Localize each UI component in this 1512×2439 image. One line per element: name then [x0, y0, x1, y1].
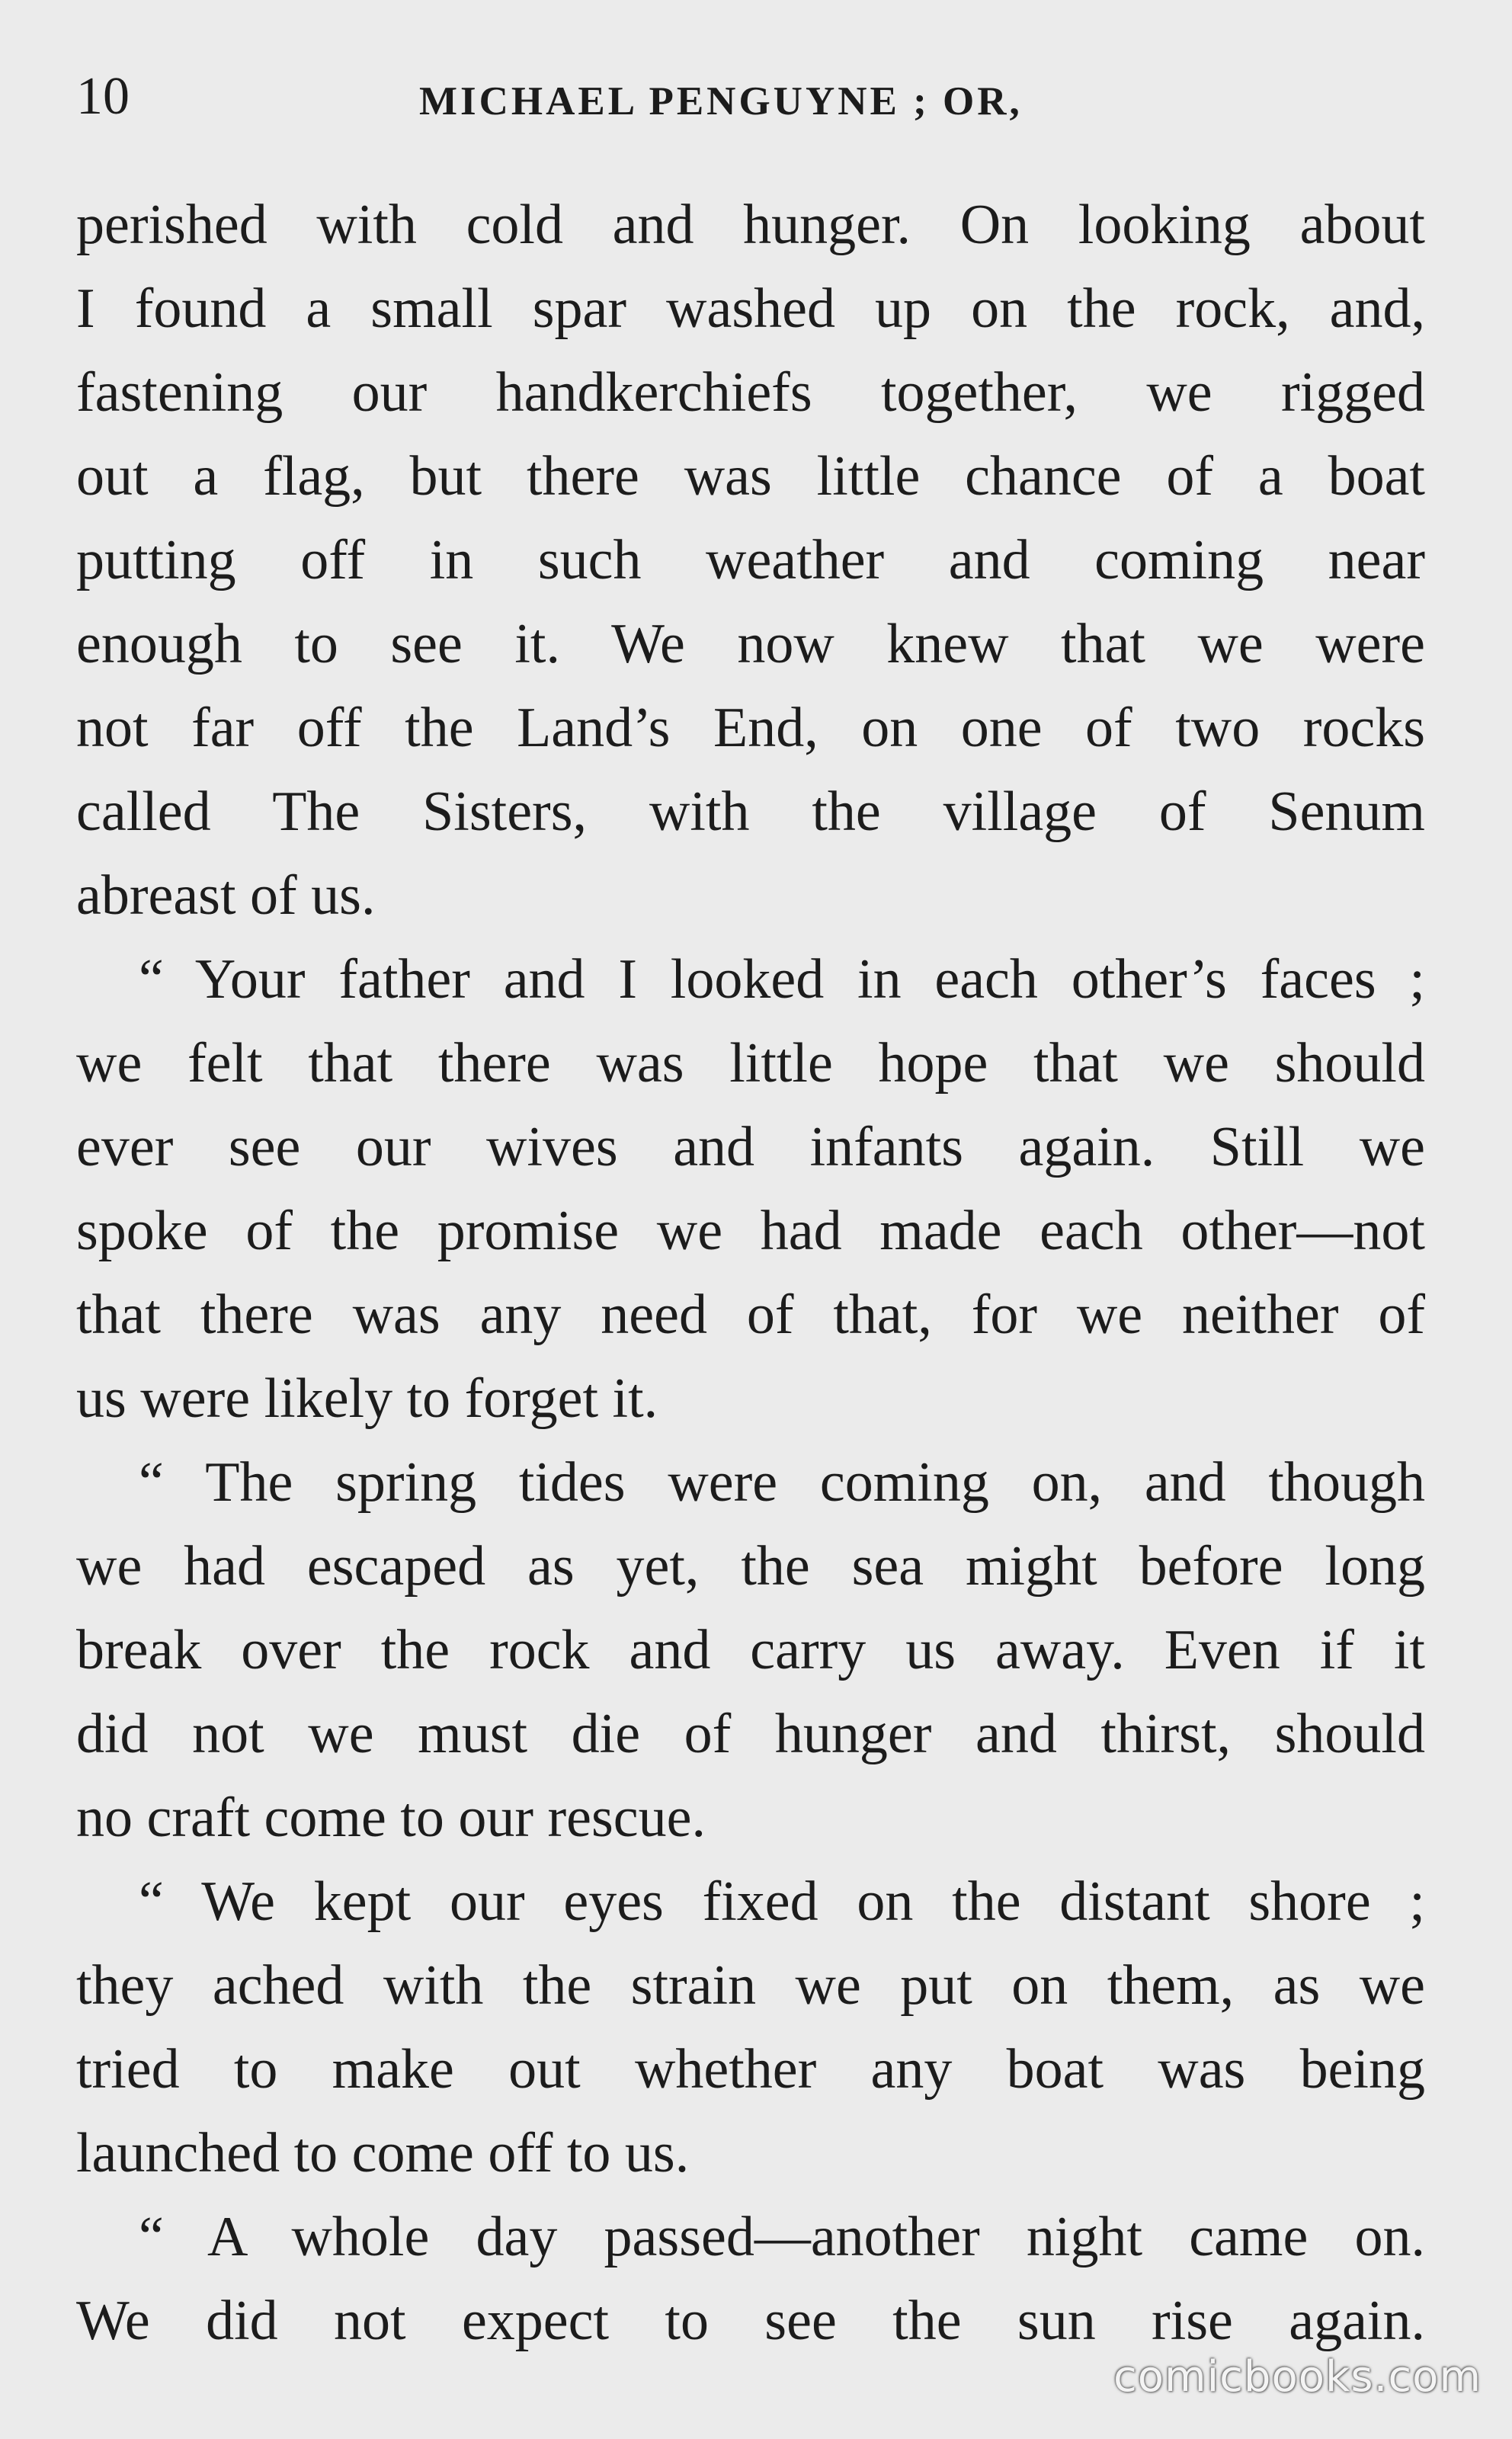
text-line: tried to make out whether any boat was being — [76, 2038, 1425, 2101]
text-line: did not we must die of hunger and thirst, should — [76, 1703, 1425, 1765]
text-line: we had escaped as yet, the sea might before long — [76, 1535, 1425, 1598]
running-title: MICHAEL PENGUYNE ; OR, — [419, 79, 1023, 123]
text-line: no craft come to our rescue. — [76, 1787, 706, 1849]
text-line: that there was any need of that, for we neither of — [76, 1284, 1425, 1346]
running-head — [76, 62, 1425, 131]
text-line: abreast of us. — [76, 864, 376, 927]
text-line: “ The spring tides were coming on, and though — [139, 1451, 1425, 1514]
text-line: ever see our wives and infants again. Still we — [76, 1116, 1425, 1178]
text-line: called The Sisters, with the village of Senum — [76, 780, 1425, 843]
text-line: break over the rock and carry us away. Even if it — [76, 1619, 1425, 1681]
text-line: “ A whole day passed—another night came on. — [139, 2206, 1425, 2268]
text-line: perished with cold and hunger. On looking about — [76, 194, 1425, 256]
page-number: 10 — [76, 67, 130, 126]
text-line: spoke of the promise we had made each other—not — [76, 1200, 1425, 1262]
text-line: we felt that there was little hope that we should — [76, 1032, 1425, 1095]
text-line: us were likely to forget it. — [76, 1367, 658, 1430]
text-line: “ We kept our eyes fixed on the distant shore ; — [139, 1870, 1425, 1933]
text-line: out a flag, but there was little chance of a boat — [76, 445, 1425, 508]
text-line: enough to see it. We now knew that we were — [76, 613, 1425, 675]
text-line: We did not expect to see the sun rise again. — [76, 2290, 1425, 2352]
text-line: I found a small spar washed up on the rock, and, — [76, 277, 1425, 340]
watermark: comicbooks.com — [1113, 2352, 1482, 2402]
text-line: “ Your father and I looked in each other’s faces ; — [139, 948, 1425, 1011]
text-line: putting off in such weather and coming near — [76, 529, 1425, 591]
body-text — [76, 183, 1425, 2363]
text-line: launched to come off to us. — [76, 2122, 690, 2184]
text-line: not far off the Land’s End, on one of two rocks — [76, 697, 1425, 759]
text-line: they ached with the strain we put on them, as we — [76, 1954, 1425, 2017]
text-line: fastening our handkerchiefs together, we rigged — [76, 361, 1425, 424]
